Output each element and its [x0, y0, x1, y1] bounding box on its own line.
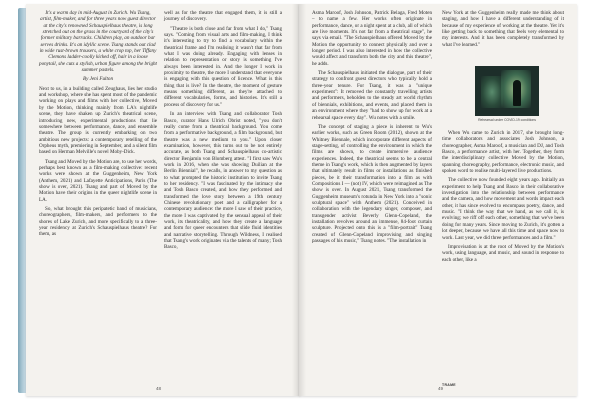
page-number-right: 49: [438, 386, 444, 391]
paragraph: Asma Maroof, Josh Johnson, Patrick Belaga, Fred Moten – to name a few. Her works often originate in performance, dance, or a night spent at a club, all of which are live moments. It's not far from a theatrical stage", he says via email. "The Schauspielhaus offered Moved by the Motion the opportunity to connect physically and over a longer period. I was also interested in how the collective would affect and transform both the city and this theatre", he adds.: [312, 10, 432, 67]
right-column-2-bottom: [442, 130, 564, 266]
article-intro: It's a warm day in mid-August in Zurich. Wu Tsang, artist, film-maker, and for three years now guest director at the city's renowned Schauspielhaus theatre, is long stretched out on the grass in the courtyard of the city's former military barracks. Children play, an outdoor bar serves drinks. It's an idyllic scene. Tsang stands out clad in wide rust-brown trousers, a white crop top, her Tiffany Clemons ladder-coolly kicked off, hair in a loose ponytail, she cuts a stylish, urban figure among the bright summer pastels.: [39, 10, 157, 74]
left-column-2: [164, 10, 282, 254]
byline: By Jeni Fulton: [83, 76, 113, 83]
right-column-1: [312, 10, 432, 247]
paragraph: The concept of staging a piece is inherent to Wu's earlier works, such as Green Room (2012), shown at the Whitney Biennale, which incorporate different aspects of stage-setting, of controlling the environment in which the films are shown, to create immersive audience experiences. Indeed, the theatrical seems to be a central theme in Tsang's work, which is then augmented by layers that ultimately result in films or installations as finished pieces, be it their transformation into a film as with Compositions I — (not) IV, which were reimagined as The show is over. In August 2021, Tsang transformed the Guggenheim museum's rotunda in New York into a "sonic sculptural space" with Anthem (2021). Conceived in collaboration with the legendary singer, composer, and transgender activist Beverly Glenn-Copeland, the installation revolves around an immense, 84-foot curtain sculpture. Projected onto this is a "film-portrait" Tsang created of Glenn-Copeland improvising and singing passages of his music," Tsang notes. "The installation in: [312, 123, 432, 245]
magazine-end-mark: TRAME: [442, 383, 456, 387]
paragraph: In an interview with Tsang and collaborator Tosh Basco, curator Hans Ulrich Obrist noted, "you don't really come from a theatrical background. You come from a performative background, a film background, but theatre was a new medium to you." Upon closer examination, however, this turns out to be not entirely accurate, as both Tsang and Schauspielhaus co-artistic director Benjamin von Blomberg attest. "I first saw Wu's work in 2016, when she was showing Duilian at the Berlin Biennial", he recalls, in answer to my question as to what prompted the historic institution to invite Tsang to her residency. "I was fascinated by the intimacy she and Tosh Basco created, and how they performed and transformed the love story between a 19th century Chinese revolutionary poet and a calligrapher for a contemporary audience: the more I saw of their practice, the more I was captivated by the sensual appeal of their work, its theatricality, and how they create a language and form for queer encounters that slide fluid identities and narrative storytelling. Through Wildness, I realised that Tsang's work originates via the talents of many; Tosh Basco,: [164, 111, 282, 251]
paragraph: The Schauspielhaus initiated the dialogue, part of their strategy to confront guest directors who typically hold a three-year tenure. For Tsang, it was a "unique experiment": It removed the constantly travelling artists and performers, beholden to the steady art world rhythm of biennials, exhibitions, and events, and placed them in an environment where they "had to show up for work at a rehearsal space every day". Wu notes with a smile.: [312, 70, 432, 121]
paragraph: Tsang and Moved by the Motion are, to use her words, perhaps best known as a film-making collective: recent works were shown at the Guggenheim, New York (Anthem, 2021) and Lafayette Anticipations, Paris (The show is over, 2021). Tsang and part of Moved by the Motion have their origins in the queer nightlife scene in LA.: [39, 158, 157, 203]
paragraph: "Theatre is both close and far from what I do," Tsang says. "Coming from visual arts and film-making, I think it's interesting to try to find a vocabulary within the theatrical frame and I'm realising it wasn't that far from what I was doing already. Engaging with lenses in relation to representation or story is something I've always been interested in. And the longer I work in proximity to theatre, the more I understand that everyone is engaging with this question of licence. What is this thing that is live? In the theatre, the moment of gesture means something different, as they're attached to different vocabularies, forms, and histories. It's still a process of discovery for us.": [164, 25, 282, 108]
page-gutter: [292, 4, 306, 396]
rehearsal-photo: [475, 66, 539, 116]
right-column-2-top: [442, 10, 564, 51]
paragraph: When Wu came to Zurich in 2017, she brought long-time collaborators and associates Josh Johnson, a choreographer, Asma Maroof, a musician and DJ, and Tosh Basco, a performance artist, with her. Together, they form the interdisciplinary collective Moved by the Motion, spanning choreography, performance, electronic music, and spoken word to realise multi-layered live productions.: [442, 130, 564, 175]
paragraph: So, what brought this peripatetic band of musicians, choreographers, film-makers, and performers to the shores of Lake Zurich, and more specifically to a three-year residency at Zurich's Schauspielhaus theatre? For them, as: [39, 205, 157, 238]
paragraph: Improvisation is at the root of Moved by the Motion's work, using language, and music, and sound in response to each other, like a: [442, 243, 564, 263]
paragraph: The collective now founded eight years ago. Initially an experiment to help Tsang and Basco in their collaborative investigation into the relationship between performance and the camera, and how movement and words impact each other, it has since evolved to encompass poetry, dance, and music. "I think the way that we hand, as we call it, is evolving; we riff off each other, something that we've been doing for many years. Since moving to Zurich, it's gotten a lot deeper, because we have all this time and space now to work. Last year, we did three performances and a film.": [442, 177, 564, 241]
paragraph: Next to us, in a building called Zeughaus, lies her studio and workshop, where she has spent most of the pandemic working on plays and films with her collective, Moved by the Motion, thinking mainly from LA's nightlife scene, they have shaken up Zurich's theatrical scene, introducing new, experimental productions that lie somewhere between performance, dance, and ensemble theatre. The group is currently embarking on two ambitious new projects: a contemporary retelling of the Orpheus myth, premiering in September, and a silent film based on Herman Melville's novel Moby-Dick.: [39, 85, 157, 156]
paragraph: New York at the Guggenheim really made me think about staging, and how I have a different understanding of it because of my experience of working at the theatre. Yet it's like getting back to something that feels very elemental to my interests. And it has been completely transformed by what I've learned.": [442, 10, 564, 48]
photo-caption: Rehearsal under COVID-19 conditions: [478, 118, 536, 122]
left-column-1: [39, 10, 157, 241]
page-number-left: 48: [156, 386, 162, 391]
paragraph: well as for the theatre that engaged them, it is still a journey of discovery.: [164, 10, 282, 23]
